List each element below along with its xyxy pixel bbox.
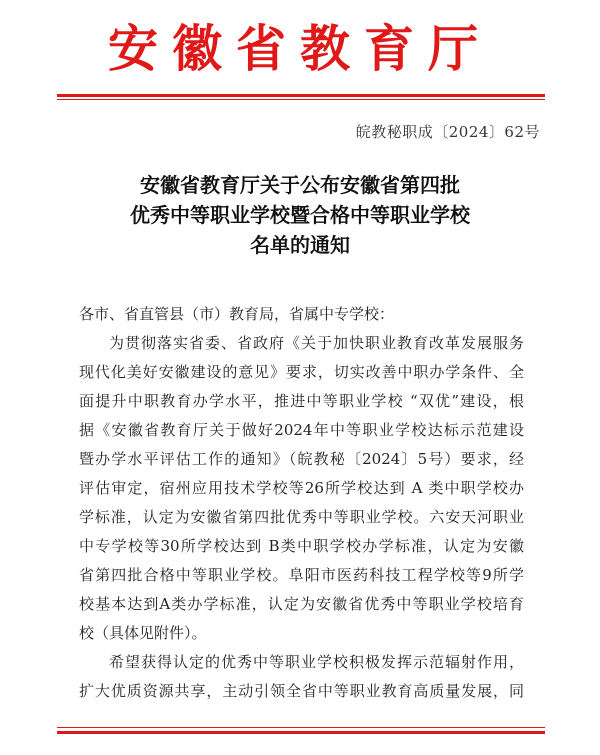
document-number: 皖教秘职成〔2024〕62号 [355, 123, 540, 141]
footer-red-rule-thick [57, 731, 545, 734]
body-line: 评估审定，宿州应用技术学校等26所学校达到 A 类中职学校办 [79, 479, 524, 497]
document-body [79, 300, 524, 706]
body-line: 现代化美好安徽建设的意见》要求，切实改善中职办学条件、全 [79, 363, 524, 381]
org-letterhead-title: 安徽省教育厅 [108, 19, 492, 78]
footer-red-rule-thin [57, 727, 545, 728]
body-line: 省第四批合格中等职业学校。阜阳市医药科技工程学校等9所学 [79, 566, 524, 584]
body-line: 面提升中职教育办学水平，推进中等职业学校 “双优”建设，根 [79, 392, 524, 410]
document-title [0, 170, 600, 260]
letterhead-red-rule-thick [57, 94, 545, 97]
document-title-line: 名单的通知 [250, 233, 350, 257]
body-line: 学标准，认定为安徽省第四批优秀中等职业学校。六安天河职业 [79, 508, 524, 526]
body-line: 校（具体见附件）。 [79, 624, 207, 642]
document-title-line: 安徽省教育厅关于公布安徽省第四批 [140, 173, 460, 197]
letterhead-red-rule-thin [57, 99, 545, 100]
salutation-line: 各市、省直管县（市）教育局，省属中专学校： [79, 305, 395, 323]
body-line: 中专学校等30所学校达到 B类中职学校办学标准，认定为安徽 [79, 537, 524, 555]
body-line: 为贯彻落实省委、省政府《关于加快职业教育改革发展服务 [109, 334, 524, 352]
body-line: 暨办学水平评估工作的通知》（皖教秘〔2024〕5号）要求，经 [79, 450, 524, 468]
body-line: 扩大优质资源共享，主动引领全省中等职业教育高质量发展，同 [79, 682, 524, 700]
body-line: 据《安徽省教育厅关于做好2024年中等职业学校达标示范建设 [79, 421, 524, 439]
body-line: 校基本达到A类办学标准，认定为安徽省优秀中等职业学校培育 [79, 595, 524, 613]
body-line: 希望获得认定的优秀中等职业学校积极发挥示范辐射作用， [109, 653, 524, 671]
document-title-line: 优秀中等职业学校暨合格中等职业学校 [130, 203, 470, 227]
